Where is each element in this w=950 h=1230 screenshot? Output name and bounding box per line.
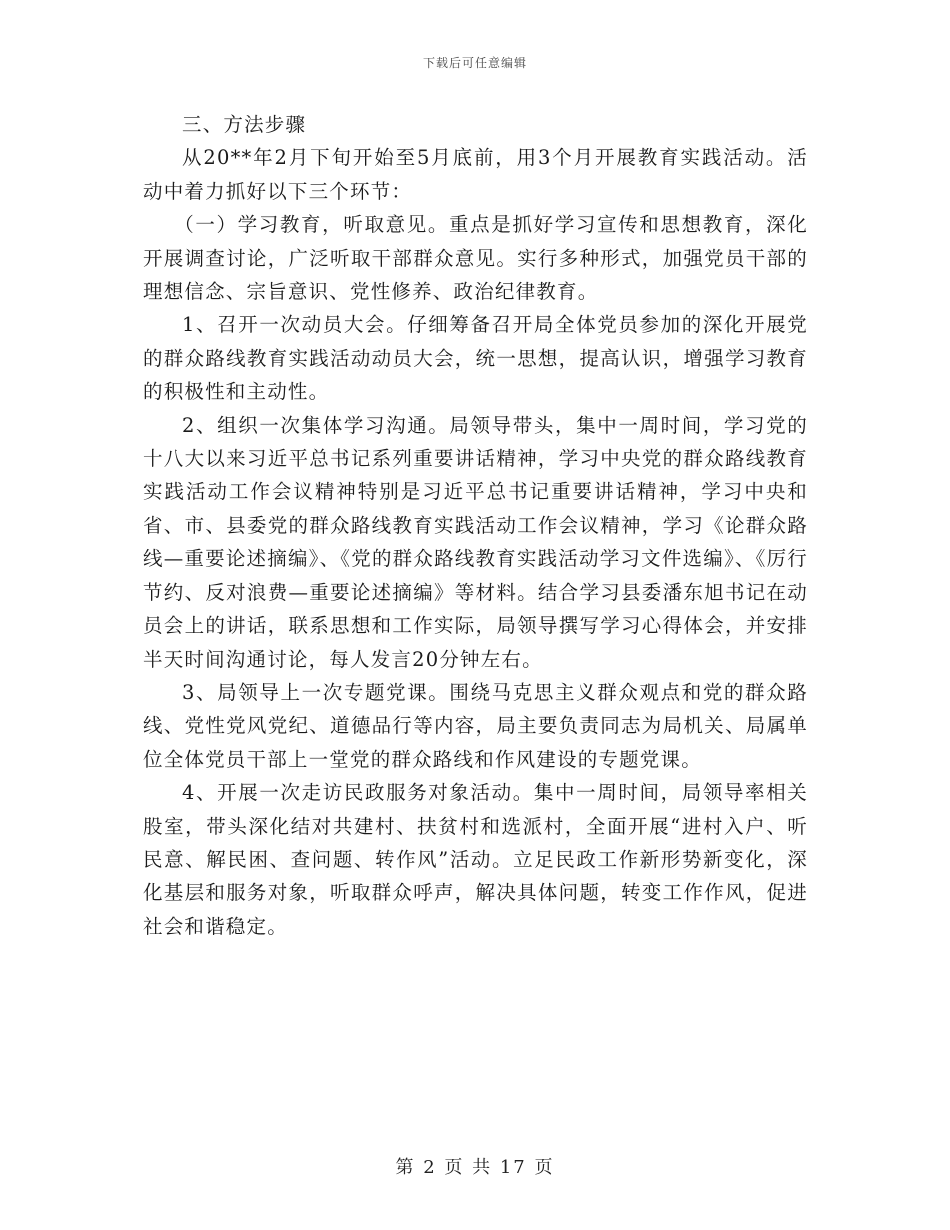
page-footer: 第 2 页 共 17 页 xyxy=(395,1157,555,1178)
document-body xyxy=(143,108,808,943)
paragraph-intro: 从20**年2月下旬开始至5月底前，用3个月开展教育实践活动。活动中着力抓好以下三个环节： xyxy=(143,146,808,203)
paragraph-item-1: 1、召开一次动员大会。仔细筹备召开局全体党员参加的深化开展党的群众路线教育实践活动动员大会，统一思想，提高认识，增强学习教育的积极性和主动性。 xyxy=(143,313,808,404)
paragraph-subsection-1: （一）学习教育，听取意见。重点是抓好学习宣传和思想教育，深化开展调查讨论，广泛听取干部群众意见。实行多种形式，加强党员干部的理想信念、宗旨意识、党性修养、政治纪律教育。 xyxy=(143,213,808,304)
page-header: 下载后可任意编辑 xyxy=(422,56,527,70)
paragraph-item-4: 4、开展一次走访民政服务对象活动。集中一周时间，局领导率相关股室，带头深化结对共建村、扶贫村和选派村，全面开展“进村入户、听民意、解民困、查问题、转作风”活动。立足民政工作新形势新变化，深化基层和服务对象，听取群众呼声，解决具体问题，转变工作作风，促进社会和谐稳定。 xyxy=(143,781,808,938)
paragraph-item-2: 2、组织一次集体学习沟通。局领导带头，集中一周时间，学习党的十八大以来习近平总书记系列重要讲话精神，学习中央党的群众路线教育实践活动工作会议精神特别是习近平总书记重要讲话精神，学习中央和省、市、县委党的群众路线教育实践活动工作会议精神，学习《论群众路线—重要论述摘编》、《党的群众路线教育实践活动学习文件选编》、《厉行节约、反对浪费—重要论述摘编》等材料。结合学习县委潘东旭书记在动员会上的讲话，联系思想和工作实际，局领导撰写学习心得体会，并安排半天时间沟通讨论，每人发言20分钟左右。 xyxy=(143,413,808,671)
paragraph-item-3: 3、局领导上一次专题党课。围绕马克思主义群众观点和党的群众路线、党性党风党纪、道德品行等内容，局主要负责同志为局机关、局属单位全体党员干部上一堂党的群众路线和作风建设的专题党课。 xyxy=(143,680,808,771)
section-heading: 三、方法步骤 xyxy=(182,113,307,136)
